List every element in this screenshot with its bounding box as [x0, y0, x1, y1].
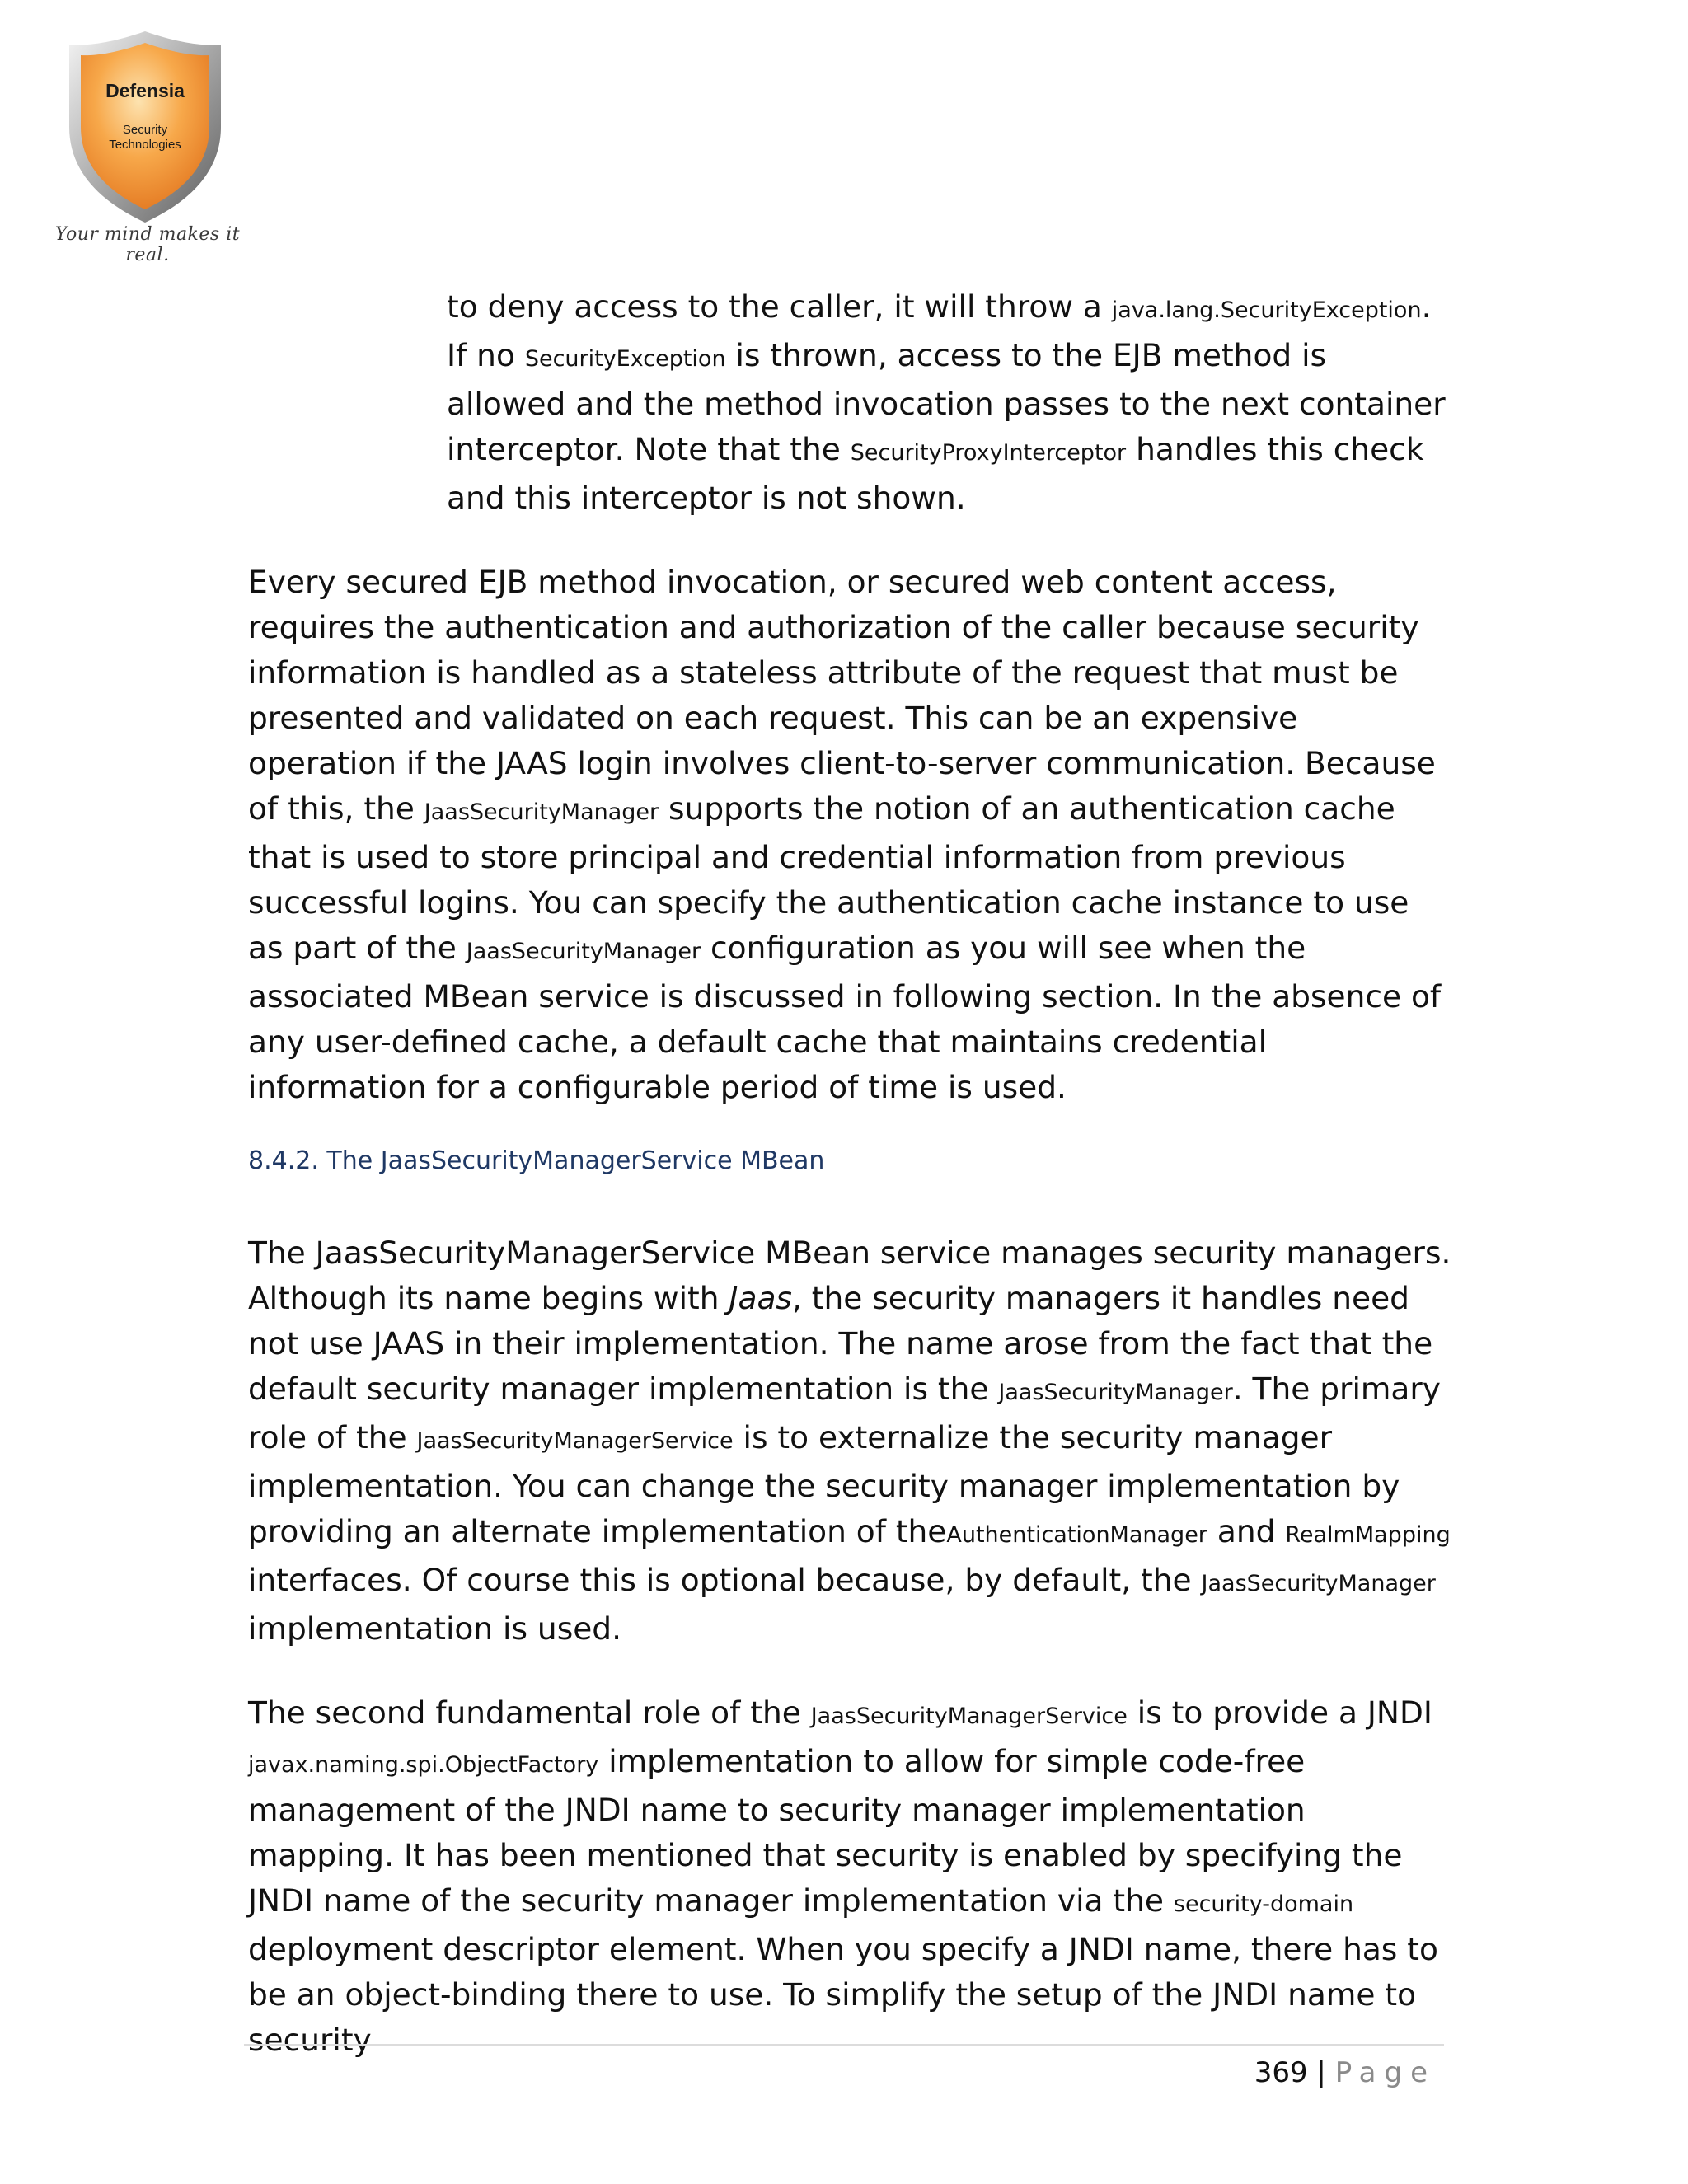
text-run: deployment descriptor element. When you specify a JNDI name, there has to be an object-binding there to use. To simplify the setup of the JNDI name to security — [248, 1931, 1438, 2058]
code-term: JaasSecurityManager — [424, 799, 659, 825]
page-label: Page — [1334, 2056, 1436, 2089]
body-paragraph-cache — [248, 560, 1451, 1110]
text-run: , the security managers it handles need not use JAAS in their implementation. The name arose from the fact that the default security manager implementation is the — [248, 1280, 1433, 1407]
text-run: . The primary role of the — [248, 1371, 1441, 1455]
code-term: JaasSecurityManagerService — [810, 1704, 1128, 1729]
text-run: The JaasSecurityManagerService MBean service manages security managers. Although its name begins with — [248, 1235, 1451, 1316]
text-run: to deny access to the caller, it will throw a — [447, 288, 1112, 325]
text-run: implementation to allow for simple code-free management of the JNDI name to security manager implementation mapping. It has been mentioned that security is enabled by specifying the JNDI name of the security manager implementation via the — [248, 1743, 1403, 1919]
emphasis-term: Jaas — [729, 1280, 792, 1316]
code-term: SecurityProxyInterceptor — [850, 440, 1127, 466]
code-term: JaasSecurityManager — [998, 1380, 1233, 1405]
text-run: implementation is used. — [248, 1610, 622, 1647]
text-run: configuration as you will see when the associated MBean service is discussed in following section. In the absence of any user-defined cache, a default cache that maintains credential information for a configurable period of time is used. — [248, 930, 1442, 1105]
text-run: Every secured EJB method invocation, or secured web content access, requires the authentication and authorization of the caller because security information is handled as a stateless attribute of the request that must be presented and validated on each request. This can be an expensive operation if the JAAS login involves client-to-server communication. Because of this, the — [248, 564, 1436, 827]
text-run: handles this check and this interceptor is not shown. — [447, 431, 1424, 516]
text-run: is thrown, access to the EJB method is allowed and the method invocation passes to the next container interceptor. Note that the — [447, 337, 1446, 467]
code-term: JaasSecurityManager — [466, 939, 701, 964]
company-logo — [53, 28, 242, 265]
code-term: JaasSecurityManager — [1201, 1571, 1436, 1596]
section-heading: 8.4.2. The JaasSecurityManagerService MBean — [248, 1146, 825, 1175]
logo-subtitle-line2: Technologies — [109, 138, 181, 152]
code-term: JaasSecurityManagerService — [416, 1428, 734, 1454]
code-term: AuthenticationManager — [946, 1522, 1207, 1548]
code-term: SecurityException — [524, 346, 726, 372]
page-content — [248, 284, 1451, 2063]
logo-brand: Defensia — [106, 80, 185, 101]
page-number-block — [1254, 2052, 1436, 2093]
text-run: and — [1207, 1513, 1286, 1549]
continuation-paragraph — [248, 284, 1451, 521]
code-term: security-domain — [1173, 1891, 1354, 1917]
logo-tagline: Your mind makes it real. — [54, 224, 241, 265]
shield-icon — [63, 28, 227, 226]
body-paragraph-mbean — [248, 1230, 1451, 1652]
text-run: is to provide a JNDI — [1127, 1694, 1432, 1731]
text-run: The second fundamental role of the — [248, 1694, 811, 1731]
text-run: supports the notion of an authentication cache that is used to store principal and credential information from previous successful logins. You can specify the authentication cache instance to use as part of the — [248, 790, 1409, 966]
text-run: interfaces. Of course this is optional because, by default, the — [248, 1562, 1202, 1598]
logo-subtitle-line1: Security — [122, 123, 168, 137]
text-run: . If no — [447, 288, 1432, 373]
code-term: RealmMapping — [1285, 1522, 1451, 1548]
code-term: java.lang.SecurityException — [1111, 298, 1422, 323]
page-number: 369 — [1254, 2056, 1308, 2089]
page-footer — [244, 2044, 1444, 2089]
page-separator: | — [1307, 2056, 1335, 2089]
code-term: javax.naming.spi.ObjectFactory — [248, 1752, 599, 1778]
text-run: is to externalize the security manager implementation. You can change the security manager implementation by providing an alternate implementation of the — [248, 1419, 1400, 1549]
body-paragraph-jndi — [248, 1690, 1451, 2063]
